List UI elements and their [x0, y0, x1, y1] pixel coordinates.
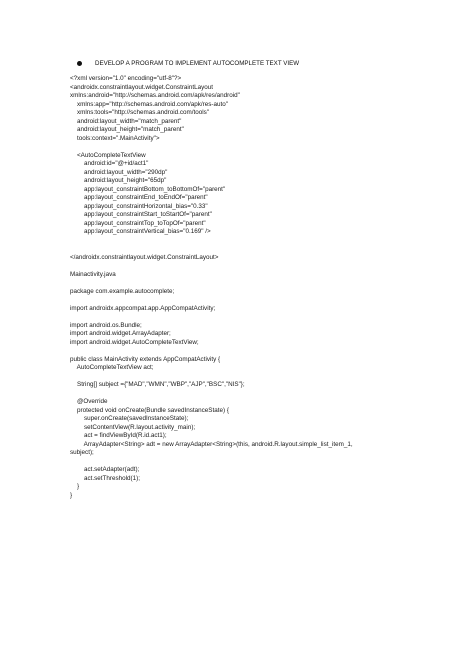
code-line: <androidx.constraintlayout.widget.ConstraintLayout: [70, 83, 213, 91]
code-line: setContentView(R.layout.activity_main);: [70, 423, 196, 431]
code-line: [70, 390, 430, 399]
code-line: [70, 373, 430, 382]
code-listing: [70, 75, 430, 500]
code-line: app:layout_constraintStart_toStartOf="parent": [70, 211, 212, 218]
code-line: import android.widget.ArrayAdapter;: [70, 330, 171, 337]
code-line: app:layout_constraintBottom_toBottomOf="parent": [70, 185, 226, 193]
code-line: import androidx.appcompat.app.AppCompatActivity;: [70, 304, 216, 312]
code-line: [70, 245, 430, 254]
code-line: protected void onCreate(Bundle savedInstanceState) {: [70, 406, 229, 414]
code-line: import android.widget.AutoCompleteTextView;: [70, 338, 199, 346]
code-line: android:layout_width="290dp": [70, 168, 168, 176]
code-line: android:layout_height="match_parent": [70, 126, 184, 133]
code-line: <?xml version="1.0" encoding="utf-8"?>: [70, 75, 182, 82]
code-line: xmlns:tools="http://schemas.android.com/tools": [70, 109, 210, 116]
code-line: package com.example.autocomplete;: [70, 287, 175, 295]
code-line: app:layout_constraintHorizontal_bias="0.33": [70, 202, 208, 210]
code-line: String[] subject ={"MAD","WMN","WBP","AJP","BSC","NIS"};: [70, 381, 245, 388]
code-line: Mainactivity.java: [70, 270, 116, 278]
code-line: public class MainActivity extends AppCompatActivity {: [70, 355, 221, 363]
code-line: [70, 143, 430, 152]
code-line: app:layout_constraintTop_toTopOf="parent": [70, 219, 206, 227]
bullet-icon: [77, 61, 82, 66]
code-line: subject);: [70, 449, 94, 456]
code-line: [70, 347, 430, 356]
code-line: android:layout_height="65dp": [70, 177, 167, 184]
code-line: @Override: [70, 398, 108, 405]
code-line: [70, 237, 430, 246]
code-line: [70, 262, 430, 271]
code-line: ArrayAdapter<String> adt = new ArrayAdapter<String>(this, android.R.layout.simple_list_item_1,: [70, 440, 353, 448]
code-line: [70, 313, 430, 322]
code-line: act = findViewById(R.id.act1);: [70, 432, 167, 439]
code-line: import android.os.Bundle;: [70, 321, 142, 329]
code-line: tools:context=".MainActivity">: [70, 134, 160, 142]
code-line: AutoCompleteTextView act;: [70, 364, 154, 371]
code-line: app:layout_constraintVertical_bias="0.169" />: [70, 228, 211, 235]
code-line: act.setThreshold(1);: [70, 474, 140, 482]
code-line: act.setAdapter(adt);: [70, 466, 140, 473]
code-line: super.onCreate(savedInstanceState);: [70, 415, 189, 422]
code-line: xmlns:android="http://schemas.android.com/apk/res/android": [70, 92, 240, 99]
heading-row: [77, 57, 437, 69]
code-line: }: [70, 491, 73, 499]
code-line: android:id="@+id/act1": [70, 160, 149, 167]
code-line: [70, 279, 430, 288]
code-line: [70, 296, 430, 305]
document-heading: DEVELOP A PROGRAM TO IMPLEMENT AUTOCOMPLETE TEXT VIEW: [95, 59, 300, 67]
code-line: }: [70, 483, 80, 490]
code-line: xmlns:app="http://schemas.android.com/apk/res-auto": [70, 100, 228, 108]
code-line: </androidx.constraintlayout.widget.ConstraintLayout>: [70, 253, 219, 261]
code-line: <AutoCompleteTextView: [70, 151, 146, 159]
code-line: android:layout_width="match_parent": [70, 117, 182, 125]
code-line: [70, 458, 430, 467]
code-line: app:layout_constraintEnd_toEndOf="parent": [70, 194, 208, 201]
